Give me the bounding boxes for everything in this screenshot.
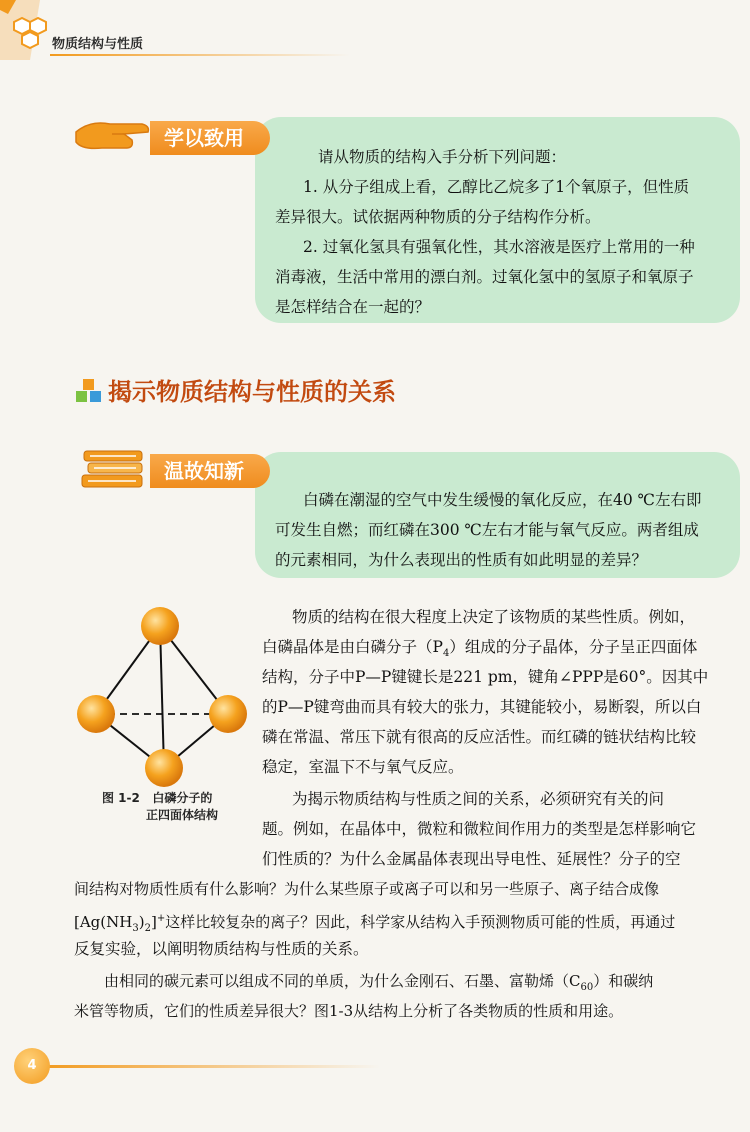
p2-line6: 反复实验，以阐明物质结构与性质的关系。 — [74, 940, 369, 958]
review-line1: 白磷在潮湿的空气中发生缓慢的氧化反应，在40 ℃左右即 — [303, 491, 702, 509]
atom-left — [77, 695, 115, 733]
p1-line4: 的P—P键弯曲而具有较大的张力，其键能较小，易断裂，所以白 — [262, 698, 702, 716]
figure-caption-line2: 正四面体结构 — [146, 808, 219, 822]
pointing-hand-icon — [72, 110, 152, 160]
cubes-icon — [74, 378, 104, 404]
p3-line1-b: ）和碳纳 — [593, 972, 654, 990]
p3-line2: 米管等物质，它们的性质差异很大？图1-3从结构上分析了各类物质的性质和用途。 — [74, 1002, 624, 1020]
p2-line2: 题。例如，在晶体中，微粒和微粒间作用力的类型是怎样影响它 — [262, 820, 697, 838]
p1-line2-sub: 4 — [442, 648, 450, 660]
p1-line5: 磷在常温、常压下就有很高的反应活性。而红磷的链状结构比较 — [262, 728, 697, 746]
practice-q2-line2: 消毒液，生活中常用的漂白剂。过氧化氢中的氢原子和氧原子 — [275, 268, 694, 286]
review-line2: 可发生自燃；而红磷在300 ℃左右才能与氧气反应。两者组成 — [275, 521, 699, 539]
practice-tag: 学以致用 — [150, 121, 270, 155]
practice-q1-line1: 1. 从分子组成上看，乙醇比乙烷多了1个氧原子，但性质 — [303, 178, 690, 196]
atom-top — [141, 607, 179, 645]
p1-line3: 结构，分子中P—P键键长是221 pm，键角∠PPP是60°。因其中 — [262, 668, 709, 686]
header-rule — [50, 54, 350, 56]
review-tag: 温故知新 — [150, 454, 270, 488]
review-line3: 的元素相同，为什么表现出的性质有如此明显的差异？ — [275, 551, 648, 569]
page-header — [0, 0, 750, 60]
figure-caption-line1: 白磷分子的 — [152, 791, 213, 805]
practice-q2-line1: 2. 过氧化氢具有强氧化性，其水溶液是医疗上常用的一种 — [303, 238, 695, 256]
p2-line1: 为揭示物质结构与性质之间的关系，必须研究有关的问 — [292, 790, 665, 808]
books-icon — [80, 447, 150, 493]
p2-line4: 间结构对物质性质有什么影响？为什么某些原子或离子可以和另一些原子、离子结合成像 — [74, 880, 660, 898]
p1-line1: 物质的结构在很大程度上决定了该物质的某些性质。例如， — [292, 608, 696, 626]
tetrahedron-figure — [70, 600, 270, 790]
p3-line1-sub: 60 — [580, 982, 594, 993]
figure-caption — [102, 790, 252, 824]
p2-line5-sub2: 2 — [144, 923, 151, 934]
section-title: 揭示物质结构与性质的关系 — [108, 378, 396, 406]
atom-right — [209, 695, 247, 733]
figure-label: 图 1-2 — [102, 791, 140, 805]
p1-line2-a: 白磷晶体是由白磷分子（P — [262, 638, 443, 656]
p2-line5-sup: + — [156, 913, 166, 924]
practice-intro: 请从物质的结构入手分析下列问题： — [318, 148, 567, 166]
honeycomb-logo-icon — [0, 0, 60, 60]
page-number: 4 — [14, 1048, 50, 1084]
p2-line5-sub: 3 — [132, 923, 139, 934]
p1-line2-b: ）组成的分子晶体，分子呈正四面体 — [449, 638, 698, 656]
header-title: 物质结构与性质 — [52, 37, 144, 52]
p1-line6: 稳定，室温下不与氧气反应。 — [262, 758, 464, 776]
p2-line5-c: 这样比较复杂的离子？因此，科学家从结构入手预测物质可能的性质，再通过 — [165, 913, 676, 931]
p3-line1-a: 由相同的碳元素可以组成不同的单质，为什么金刚石、石墨、富勒烯（C — [104, 972, 581, 990]
p2-line5-b: ) — [138, 913, 145, 931]
atom-bottom — [145, 749, 183, 787]
p2-line5-b2: ] — [150, 913, 157, 931]
footer-rule — [40, 1065, 380, 1068]
p2-line5-a: [Ag(NH — [74, 913, 133, 931]
p2-line3: 们性质的？为什么金属晶体表现出导电性、延展性？分子的空 — [262, 850, 681, 868]
practice-q2-line3: 是怎样结合在一起的？ — [275, 298, 431, 316]
practice-q1-line2: 差异很大。试依据两种物质的分子结构作分析。 — [275, 208, 601, 226]
